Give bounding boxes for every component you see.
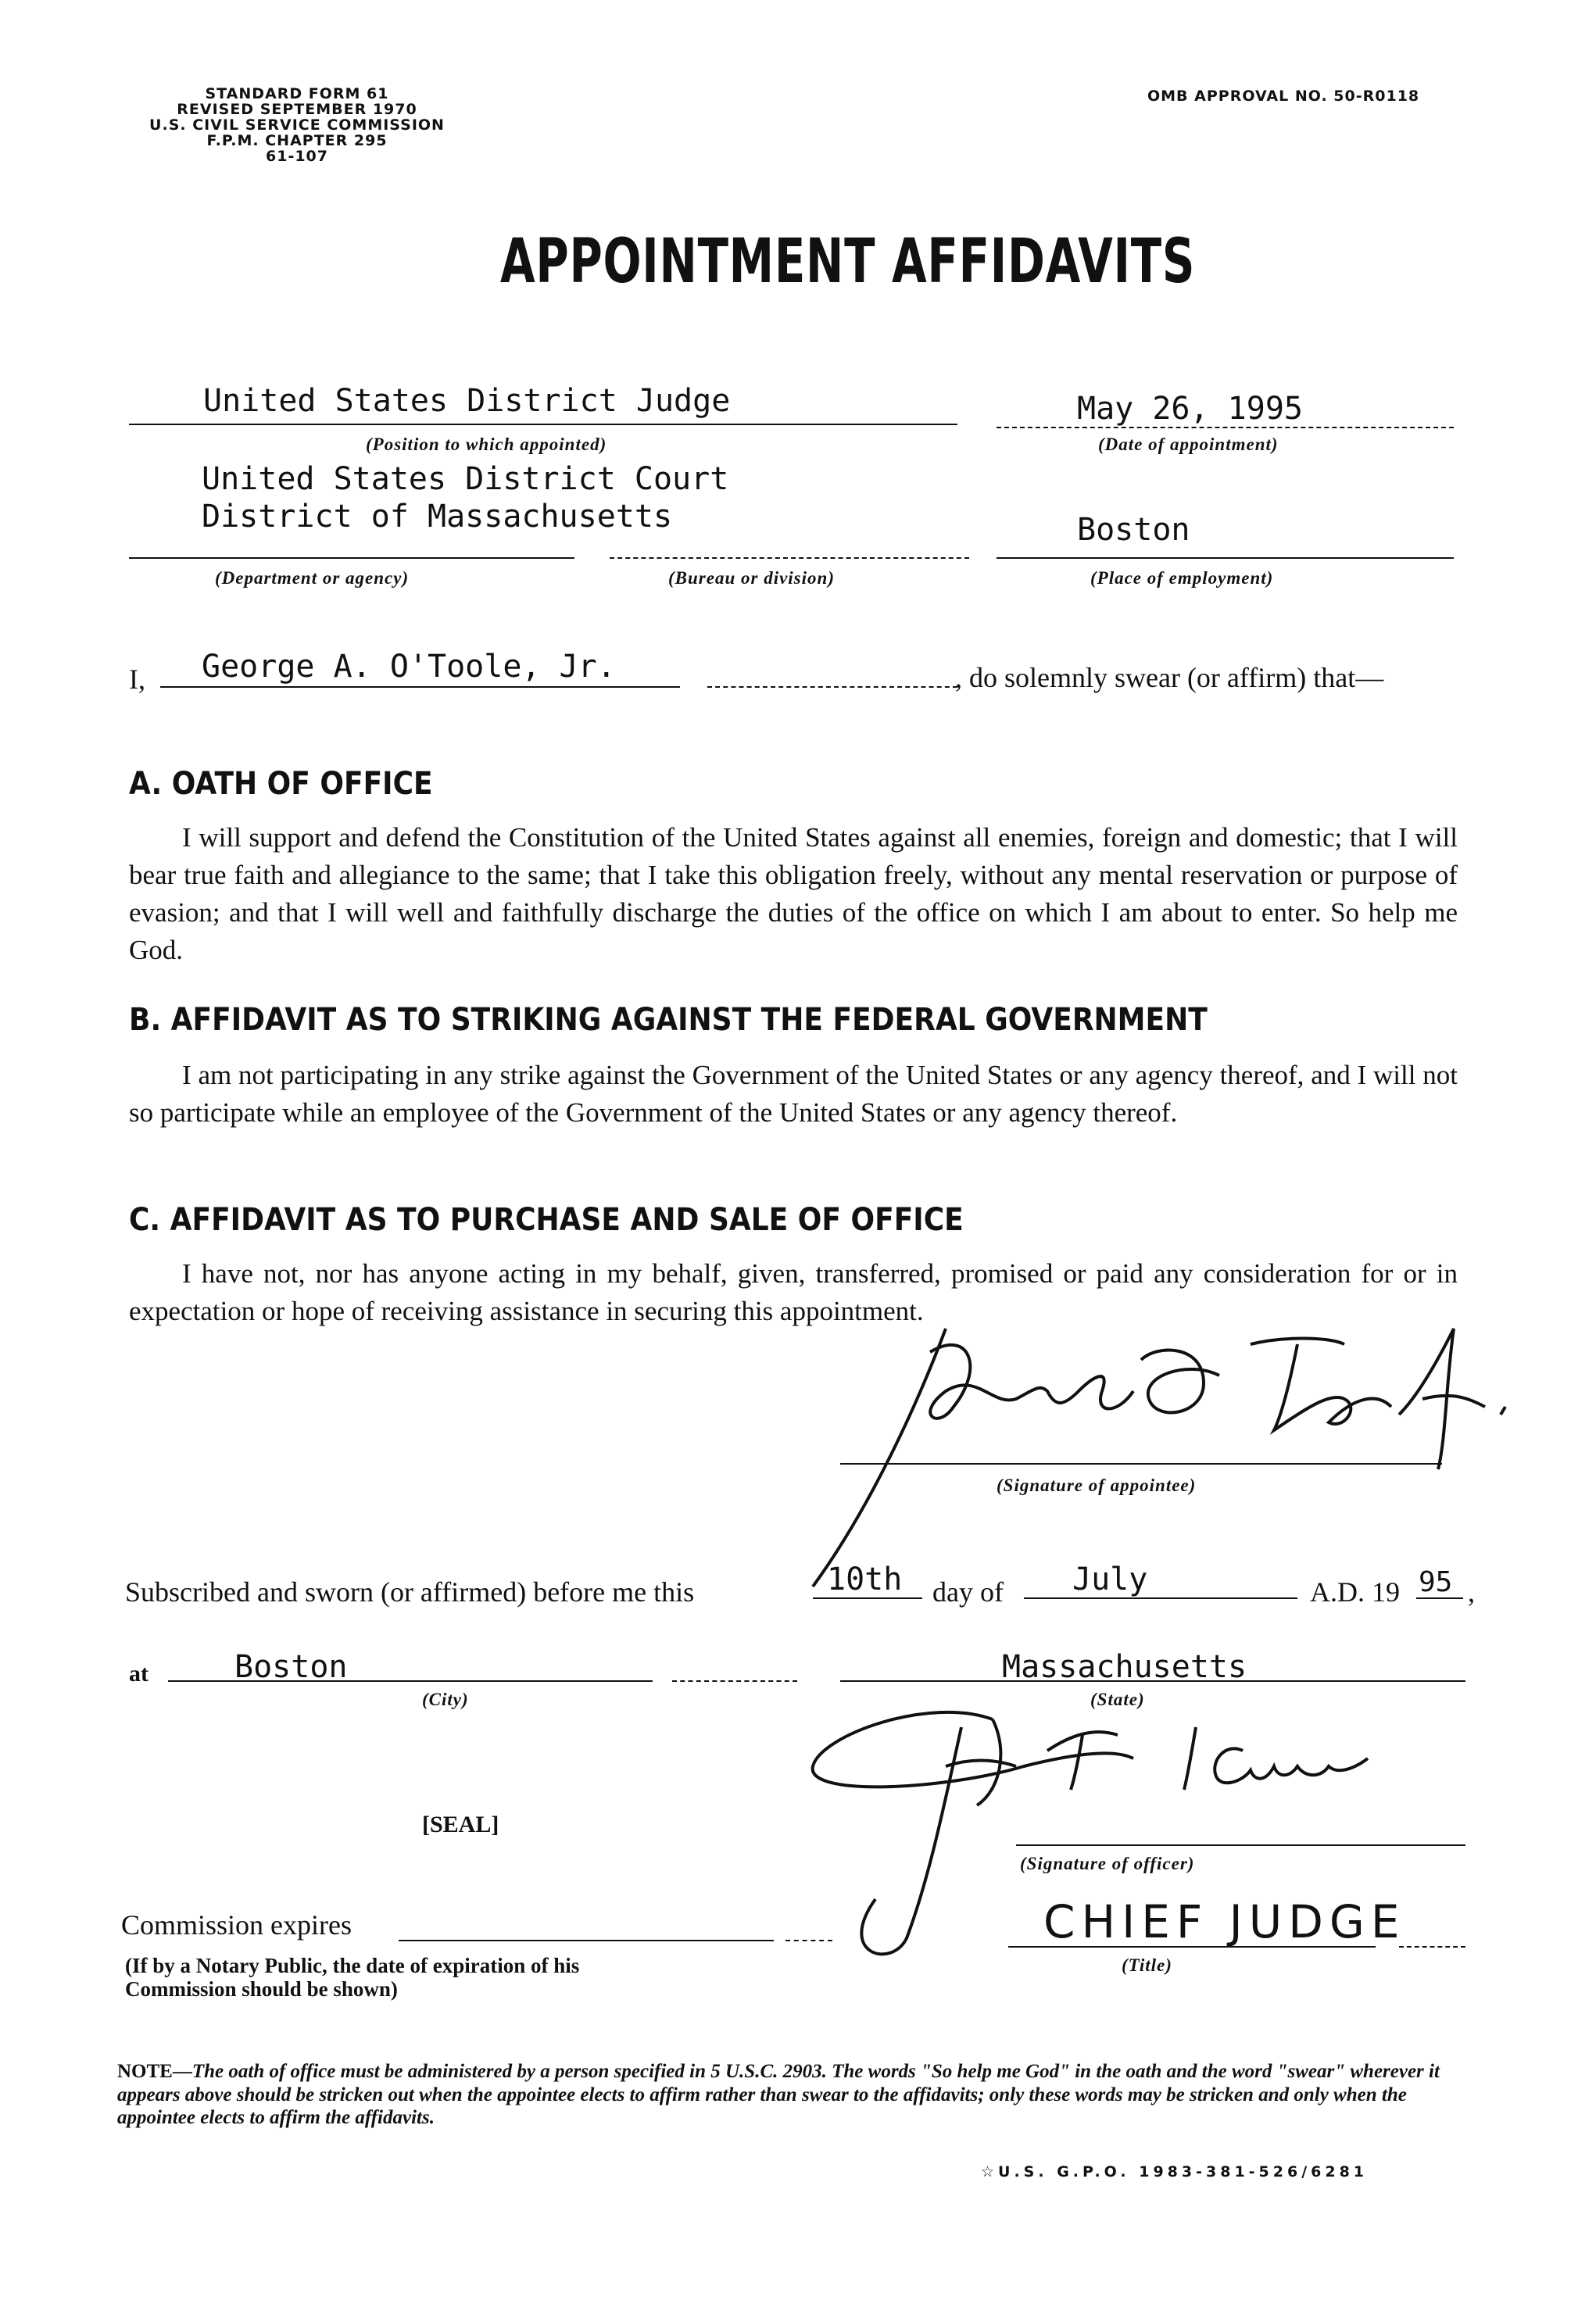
position-value: United States District Judge [203, 383, 731, 419]
section-a-heading: A. OATH OF OFFICE [129, 766, 433, 802]
officer-title-line-extension [1399, 1946, 1465, 1948]
form-id-line: F.P.M. CHAPTER 295 [206, 132, 388, 149]
officer-title-caption: (Title) [1122, 1955, 1172, 1975]
city-value: Boston [234, 1649, 348, 1685]
form-id-line: REVISED SEPTEMBER 1970 [177, 101, 417, 118]
commission-note: (If by a Notary Public, the date of expiration of his Commission should be shown) [125, 1954, 580, 2001]
at-label: at [129, 1661, 149, 1687]
commission-expires-label: Commission expires [121, 1909, 352, 1941]
appointee-signature-caption: (Signature of appointee) [997, 1476, 1197, 1495]
bureau-caption: (Bureau or division) [668, 568, 835, 588]
section-b-text: I am not participating in any strike against the Government of the United States or any agency thereof, and I will not so participate while an employee of the Government of the United States or any agency thereof. [129, 1060, 1458, 1128]
footer-note-label: NOTE— [117, 2061, 192, 2082]
form-id-line: 61-107 [266, 148, 328, 165]
oath-intro-suffix: , do solemnly swear (or affirm) that— [955, 662, 1384, 693]
sworn-comma: , [1468, 1576, 1475, 1608]
place-caption: (Place of employment) [1090, 568, 1274, 588]
appointee-name: George A. O'Toole, Jr. [202, 649, 616, 685]
sworn-ad: A.D. 19 [1310, 1576, 1400, 1608]
section-c-text: I have not, nor has anyone acting in my behalf, given, transferred, promised or paid any consideration for or in expectation or hope of receiving assistance in securing this appointment. [129, 1258, 1458, 1326]
appointment-date-value: May 26, 1995 [1077, 391, 1303, 427]
department-line [129, 557, 574, 559]
appointee-signature-line [840, 1463, 1442, 1465]
form-identifier [117, 86, 477, 164]
appointee-signature [782, 1297, 1516, 1594]
sworn-day: 10th [827, 1562, 903, 1597]
officer-signature-caption: (Signature of officer) [1020, 1854, 1195, 1873]
city-line-extension [672, 1680, 797, 1682]
sworn-month-line [1024, 1597, 1297, 1599]
seal-label: [SEAL] [422, 1812, 499, 1837]
place-line [997, 557, 1454, 559]
department-value-line2: District of Massachusetts [202, 499, 673, 535]
oath-intro-prefix: I, [129, 664, 145, 695]
footer-note [117, 2060, 1465, 2129]
bureau-line [610, 557, 969, 559]
sworn-year: 95 [1419, 1566, 1453, 1598]
sworn-year-line [1416, 1597, 1463, 1599]
date-line [997, 427, 1454, 428]
sworn-prefix: Subscribed and sworn (or affirmed) before me this [125, 1576, 695, 1608]
position-caption: (Position to which appointed) [366, 435, 607, 454]
sworn-day-line [813, 1597, 922, 1599]
state-line [840, 1680, 1465, 1682]
officer-title-value: CHIEF JUDGE [1043, 1895, 1406, 1948]
name-line [160, 686, 680, 688]
officer-title-line [1008, 1946, 1376, 1948]
commission-expires-line [399, 1940, 774, 1941]
date-caption: (Date of appointment) [1098, 435, 1279, 454]
section-b-heading: B. AFFIDAVIT AS TO STRIKING AGAINST THE FEDERAL GOVERNMENT [129, 1002, 1208, 1038]
gpo-imprint: ☆U.S. G.P.O. 1983-381-526/6281 [981, 2163, 1369, 2180]
department-caption: (Department or agency) [215, 568, 410, 588]
form-id-line: U.S. CIVIL SERVICE COMMISSION [149, 116, 445, 134]
position-line [129, 424, 957, 425]
city-caption: (City) [422, 1690, 469, 1709]
officer-signature-line [1016, 1844, 1465, 1846]
page-title: APPOINTMENT AFFIDAVITS [500, 227, 1196, 297]
state-value: Massachusetts [1002, 1649, 1247, 1685]
omb-approval-number: OMB APPROVAL NO. 50-R0118 [1147, 88, 1420, 105]
sworn-month: July [1072, 1562, 1148, 1597]
place-value: Boston [1077, 512, 1190, 548]
state-caption: (State) [1090, 1690, 1145, 1709]
commission-expires-line-extension [785, 1940, 832, 1941]
footer-note-text: The oath of office must be administered by a person specified in 5 U.S.C. 2903. The words "So help me God" in the oath and the word "swear" wherever it appears above should be stricken out when the appointee elects to affirm rather than swear to the affidavits; only these words may be stricken and only when the appointee elects to affirm the affidavits. [117, 2061, 1440, 2128]
form-id-line: STANDARD FORM 61 [205, 85, 389, 102]
name-line-extension [707, 686, 957, 688]
section-c-heading: C. AFFIDAVIT AS TO PURCHASE AND SALE OF OFFICE [129, 1202, 964, 1238]
city-line [168, 1680, 653, 1682]
sworn-day-of: day of [932, 1576, 1004, 1608]
department-value-line1: United States District Court [202, 461, 729, 497]
section-a-text: I will support and defend the Constitution of the United States against all enemies, foreign and domestic; that I will bear true faith and allegiance to the same; that I take this obligation freely, without any mental reservation or purpose of evasion; and that I will well and faithfully discharge the duties of the office on which I am about to enter. So help me God. [129, 822, 1458, 965]
